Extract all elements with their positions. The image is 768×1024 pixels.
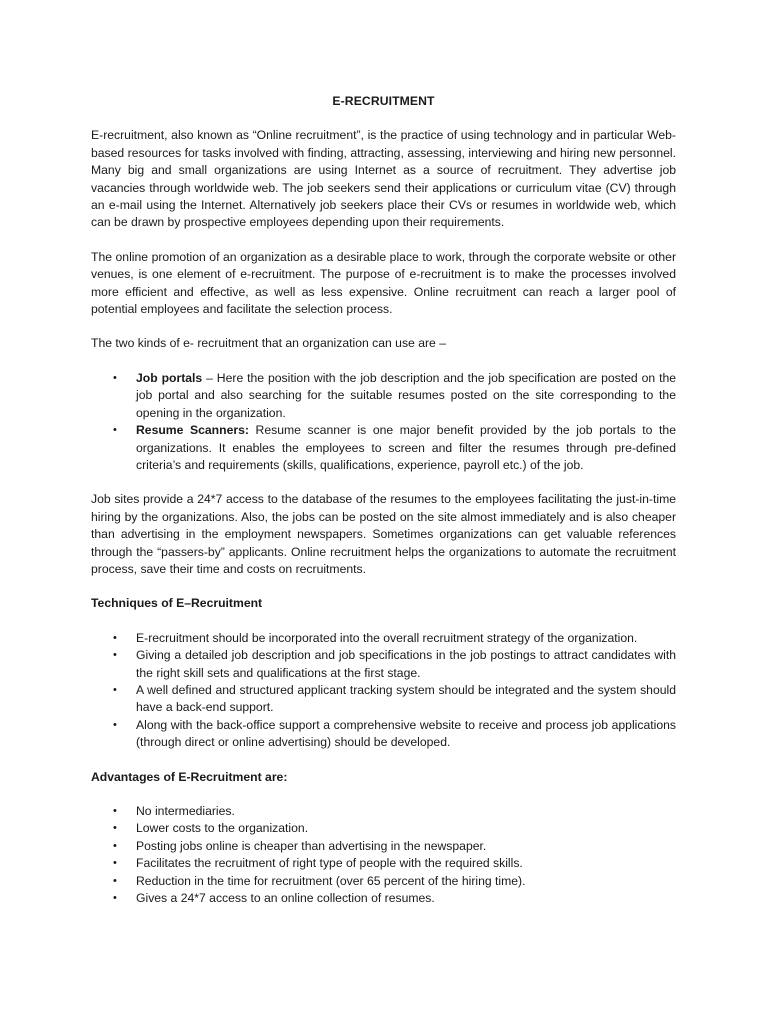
job-sites-paragraph: Job sites provide a 24*7 access to the database of the resumes to the employees facilitating the just-in-time hiring by the organizations. Also, the jobs can be posted on the site almost immediately and is also cheaper than advertising in the employment newspapers. Sometimes organizations can get valuable references through the “passers-by” applicants. Online recruitment helps the organizations to automate the recruitment process, save their time and costs on recruitments. xyxy=(91,492,676,576)
bullet-icon: • xyxy=(113,857,117,870)
document-page xyxy=(91,93,676,924)
list-item xyxy=(91,682,676,717)
list-item xyxy=(91,803,676,820)
advantages-heading: Advantages of E-Recruitment are: xyxy=(91,769,288,784)
list-item-job-portals xyxy=(91,370,676,422)
bullet-icon: • xyxy=(113,649,117,662)
list-item xyxy=(91,855,676,872)
intro-paragraph: E-recruitment, also known as “Online recruitment”, is the practice of using technology and in particular Web-based resources for tasks involved with finding, attracting, assessing, interviewing and hiring new personnel. Many big and small organizations are using Internet as a source of recruitment. They advertise job vacancies through worldwide web. The job seekers send their applications or curriculum vitae (CV) through an e-mail using the Internet. Alternatively job seekers place their CVs or resumes in worldwide web, which can be drawn by prospective employees depending upon their requirements. xyxy=(91,128,676,230)
list-item-text: Posting jobs online is cheaper than advertising in the newspaper. xyxy=(136,838,487,853)
kinds-list xyxy=(91,370,676,474)
list-item xyxy=(91,647,676,682)
list-item-text: E-recruitment should be incorporated into the overall recruitment strategy of the organization. xyxy=(136,630,638,645)
promotion-paragraph: The online promotion of an organization as a desirable place to work, through the corporate website or other venues, is one element of e-recruitment. The purpose of e-recruitment is to make the processes involved more efficient and effective, as well as less expensive. Online recruitment can reach a larger pool of potential employees and facilitate the selection process. xyxy=(91,249,676,317)
bullet-icon: • xyxy=(113,683,117,696)
bullet-icon: • xyxy=(113,822,117,835)
bullet-icon: • xyxy=(113,424,117,437)
techniques-heading: Techniques of E–Recruitment xyxy=(91,596,263,611)
kinds-intro-paragraph: The two kinds of e- recruitment that an organization can use are – xyxy=(91,336,446,351)
list-item-text: Reduction in the time for recruitment (over 65 percent of the hiring time). xyxy=(136,873,526,888)
list-item-text: No intermediaries. xyxy=(136,804,235,818)
bullet-icon: • xyxy=(113,892,117,905)
list-item-text: Gives a 24*7 access to an online collection of resumes. xyxy=(136,891,435,906)
list-item xyxy=(91,890,676,907)
resume-scanners-term: Resume Scanners: xyxy=(136,423,249,438)
list-item xyxy=(91,630,676,647)
job-portals-text: – Here the position with the job description and the job specification are posted on the job portal and also searching for the suitable resumes posted on the site corresponding to the opening in the organization. xyxy=(136,370,677,420)
list-item xyxy=(91,820,676,837)
list-item-resume-scanners xyxy=(91,422,676,474)
bullet-icon: • xyxy=(113,718,117,731)
bullet-icon: • xyxy=(113,631,117,644)
bullet-icon: • xyxy=(113,805,117,817)
list-item-text: Facilitates the recruitment of right type of people with the required skills. xyxy=(136,856,523,871)
document-title: E-RECRUITMENT xyxy=(332,94,435,108)
bullet-icon: • xyxy=(113,371,117,384)
job-portals-term: Job portals xyxy=(136,370,203,385)
resume-scanners-text: Resume scanner is one major benefit provided by the job portals to the organizations. It enables the employees to screen and filter the resumes through pre-defined criteria’s and requirements (skills, qualifications, experience, payroll etc.) of the job. xyxy=(136,423,676,472)
list-item xyxy=(91,717,676,752)
list-item xyxy=(91,838,676,855)
bullet-icon: • xyxy=(113,874,117,887)
techniques-list xyxy=(91,630,676,752)
list-item-text: Along with the back-office support a comprehensive website to receive and process job applications (through direct or online advertising) should be developed. xyxy=(136,717,676,750)
list-item-text: Lower costs to the organization. xyxy=(136,821,309,836)
bullet-icon: • xyxy=(113,839,117,852)
list-item xyxy=(91,873,676,890)
list-item-text: Giving a detailed job description and job specifications in the job postings to attract candidates with the right skill sets and qualifications at the first stage. xyxy=(136,648,676,680)
list-item-text: A well defined and structured applicant tracking system should be integrated and the system should have a back-end support. xyxy=(136,682,676,715)
advantages-list xyxy=(91,803,676,907)
